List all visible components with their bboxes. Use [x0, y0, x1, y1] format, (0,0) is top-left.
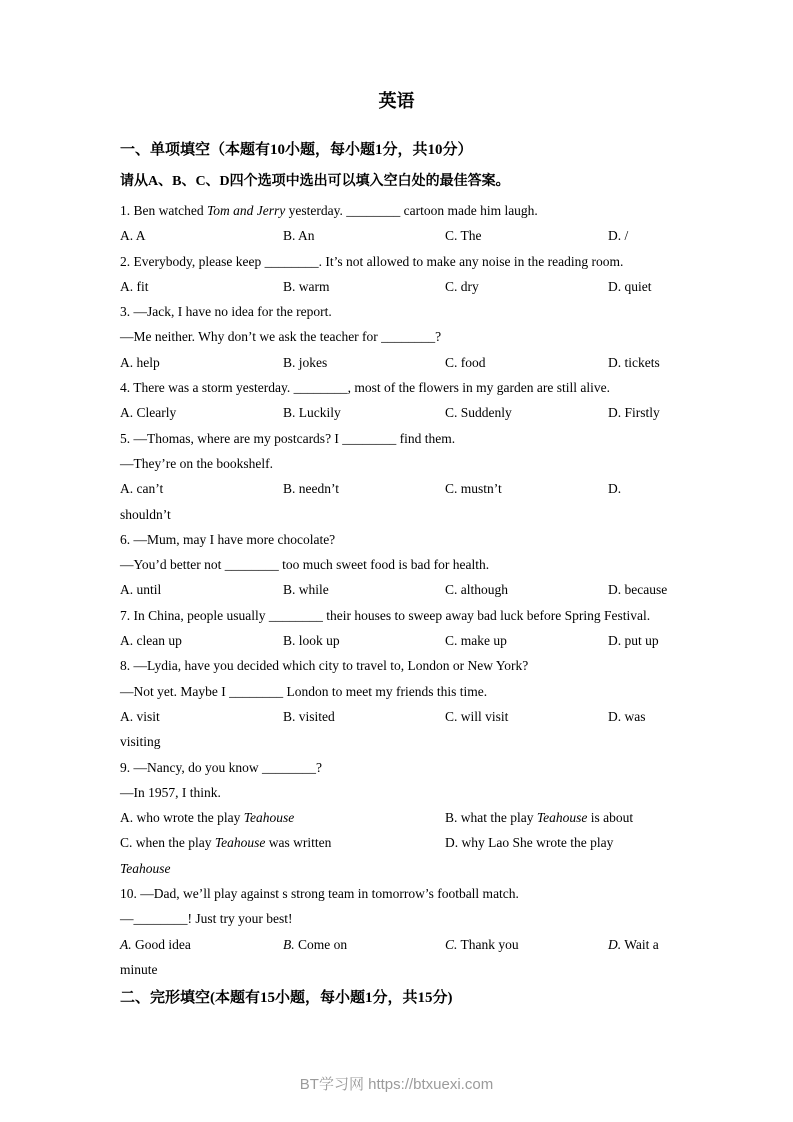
- question-9: [120, 755, 673, 881]
- question-8: [120, 653, 673, 754]
- q2-option-b: B. warm: [283, 278, 330, 294]
- q9-line2: —In 1957, I think.: [120, 784, 221, 800]
- q9-option-c-post: was written: [265, 835, 332, 851]
- q10-option-c-letter: C.: [445, 936, 458, 952]
- q10-line1: 10. —Dad, we’ll play against s strong team in tomorrow’s football match.: [120, 886, 519, 902]
- q8-line2: —Not yet. Maybe I ________ London to meet my friends this time.: [120, 683, 488, 699]
- q4-option-d: D. Firstly: [608, 405, 660, 421]
- q10-option-b: [283, 932, 445, 957]
- q6-options: [120, 577, 673, 602]
- q8-option-d: D. was: [608, 708, 646, 724]
- q4-options: [120, 400, 673, 425]
- page-title: 英语: [378, 91, 415, 111]
- q10-option-a-letter: A.: [120, 936, 132, 952]
- q3-option-b: B. jokes: [283, 354, 328, 370]
- q4-option-b: B. Luckily: [283, 405, 341, 421]
- section1-heading: 一、单项填空（本题有10小题，每小题1分，共10分）: [120, 142, 473, 158]
- q9-option-c-italic: Teahouse: [214, 835, 266, 851]
- q1-option-a: A. A: [120, 228, 146, 244]
- question-2: [120, 249, 673, 300]
- q10-option-d: [608, 932, 673, 957]
- q1-options: [120, 223, 673, 248]
- q1-option-b: B. An: [283, 228, 315, 244]
- q4-option-a: A. Clearly: [120, 405, 177, 421]
- question-1: [120, 198, 673, 249]
- q9-option-b: [445, 805, 673, 830]
- section2-heading: 二、完形填空(本题有15小题，每小题1分，共15分): [120, 990, 453, 1007]
- question-7: [120, 603, 673, 654]
- q10-option-a-text: Good idea: [131, 936, 191, 952]
- q9-option-d-wrap-italic: Teahouse: [120, 860, 171, 876]
- q9-option-b-pre: B. what the play: [445, 810, 537, 826]
- q5-line2: —They’re on the bookshelf.: [120, 455, 273, 471]
- q8-option-c: C. will visit: [445, 708, 509, 724]
- q7-stem: 7. In China, people usually ________ their houses to sweep away bad luck before Spring Festival.: [120, 607, 651, 623]
- site-watermark: BT学习网 https://btxuexi.com: [299, 1076, 494, 1093]
- q7-option-a: A. clean up: [120, 633, 182, 649]
- q6-option-a: A. until: [120, 582, 162, 598]
- q10-option-c-text: Thank you: [457, 936, 519, 952]
- q9-option-a: [120, 805, 445, 830]
- q10-option-d-text: Wait a: [621, 936, 659, 952]
- question-4: [120, 375, 673, 426]
- q10-option-b-text: Come on: [294, 936, 348, 952]
- q3-options: [120, 350, 673, 375]
- q5-option-d: D.: [608, 481, 622, 497]
- q5-option-d-wrap: shouldn’t: [120, 506, 171, 522]
- exam-content: [120, 88, 673, 1014]
- q8-options: [120, 704, 673, 729]
- q7-option-c: C. make up: [445, 633, 507, 649]
- q1-stem-post: yesterday. ________ cartoon made him laugh.: [285, 203, 538, 218]
- q4-stem: 4. There was a storm yesterday. ________, most of the flowers in my garden are still alive.: [120, 380, 611, 396]
- q7-option-b: B. look up: [283, 633, 340, 649]
- q3-line1: 3. —Jack, I have no idea for the report.: [120, 304, 332, 320]
- question-10: [120, 881, 673, 982]
- q4-option-c: C. Suddenly: [445, 405, 512, 421]
- q9-option-d: [445, 830, 673, 855]
- q3-line2: —Me neither. Why don’t we ask the teacher for ________?: [120, 329, 442, 345]
- q9-options-row2: [120, 830, 673, 855]
- q10-option-c: [445, 932, 608, 957]
- question-3: [120, 299, 673, 375]
- q2-stem: 2. Everybody, please keep ________. It’s not allowed to make any noise in the reading room.: [120, 253, 624, 269]
- question-6: [120, 527, 673, 603]
- q6-option-c: C. although: [445, 582, 508, 598]
- q1-stem-pre: 1. Ben watched: [120, 203, 207, 218]
- q9-option-d-pre: D. why Lao She wrote the play: [445, 835, 614, 851]
- q3-option-d: D. tickets: [608, 354, 660, 370]
- q6-line2: —You’d better not ________ too much sweet food is bad for health.: [120, 557, 490, 573]
- q2-option-c: C. dry: [445, 278, 479, 294]
- q1-option-c: C. The: [445, 228, 482, 244]
- q5-option-a: A. can’t: [120, 481, 164, 497]
- q6-option-b: B. while: [283, 582, 329, 598]
- q9-line1: 9. —Nancy, do you know ________?: [120, 759, 322, 775]
- q7-option-d: D. put up: [608, 633, 659, 649]
- q7-options: [120, 628, 673, 653]
- q9-option-b-italic: Teahouse: [536, 810, 588, 826]
- q5-options: [120, 476, 673, 501]
- question-5: [120, 426, 673, 527]
- q10-line2: —________! Just try your best!: [120, 911, 293, 927]
- q1-stem: [120, 198, 673, 223]
- q9-option-a-italic: Teahouse: [243, 810, 295, 826]
- q9-option-c: [120, 830, 445, 855]
- section1-instruction: 请从A、B、C、D四个选项中选出可以填入空白处的最佳答案。: [120, 174, 510, 189]
- q9-options-row1: [120, 805, 673, 830]
- q9-option-b-post: is about: [587, 810, 634, 826]
- q5-option-c: C. mustn’t: [445, 481, 502, 497]
- q10-option-d-wrap: minute: [120, 961, 158, 977]
- q8-option-a: A. visit: [120, 708, 160, 724]
- q6-option-d: D. because: [608, 582, 668, 598]
- q2-option-d: D. quiet: [608, 278, 652, 294]
- q3-option-a: A. help: [120, 354, 160, 370]
- q8-option-d-wrap: visiting: [120, 734, 161, 750]
- q10-option-b-letter: B.: [283, 936, 295, 952]
- q3-option-c: C. food: [445, 354, 486, 370]
- q2-option-a: A. fit: [120, 278, 149, 294]
- q8-line1: 8. —Lydia, have you decided which city to travel to, London or New York?: [120, 658, 529, 674]
- q9-option-c-pre: C. when the play: [120, 835, 215, 851]
- q9-option-a-pre: A. who wrote the play: [120, 810, 244, 826]
- q1-stem-italic: Tom and Jerry: [206, 203, 286, 218]
- q10-options: [120, 932, 673, 957]
- q5-line1: 5. —Thomas, where are my postcards? I ________ find them.: [120, 430, 456, 446]
- q8-option-b: B. visited: [283, 708, 335, 724]
- q1-option-d: D. /: [608, 228, 629, 244]
- q5-option-b: B. needn’t: [283, 481, 339, 497]
- q2-options: [120, 274, 673, 299]
- q10-option-d-letter: D.: [608, 936, 622, 952]
- q9-option-d-wrap: [120, 856, 673, 881]
- q10-option-a: [120, 932, 283, 957]
- q6-line1: 6. —Mum, may I have more chocolate?: [120, 531, 336, 547]
